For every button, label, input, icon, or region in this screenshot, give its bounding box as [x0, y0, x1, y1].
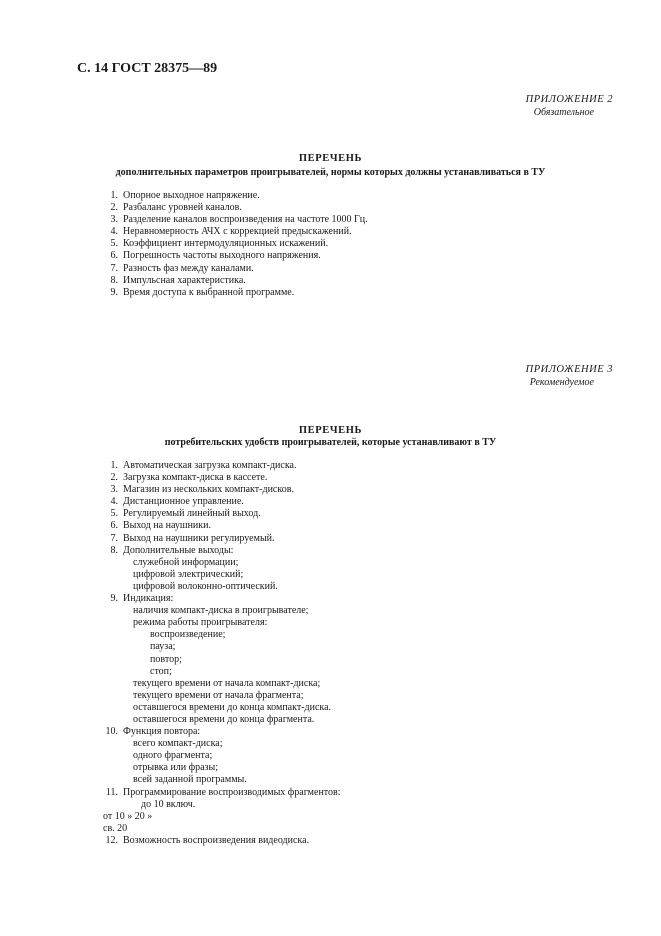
item-number: 7. — [110, 262, 118, 274]
item-text: до 10 включ. — [141, 798, 196, 810]
item-text: Выход на наушники. — [123, 520, 211, 532]
item-number: 1. — [110, 460, 118, 471]
item-text: Программирование воспроизводимых фрагментов: — [123, 786, 341, 798]
item-text: Разделение каналов воспроизведения на частоте 1000 Гц. — [123, 214, 368, 226]
appendix-3-title: ПЕРЕЧЕНЬ — [298, 425, 363, 436]
appendix-2-label: ПРИЛОЖЕНИЕ 2 — [525, 94, 613, 105]
item-text: текущего времени от начала фрагмента; — [133, 689, 304, 701]
item-text: от 10 » 20 » — [103, 810, 153, 822]
item-text: всего компакт-диска; — [133, 738, 223, 750]
item-number: 10. — [105, 726, 118, 738]
item-number: 4. — [110, 226, 118, 238]
item-text: текущего времени от начала компакт-диска; — [133, 677, 321, 689]
item-text: Выход на наушники регулируемый. — [123, 532, 275, 544]
item-text: Неравномерность АЧХ с коррекцией предыскажений. — [123, 226, 352, 238]
appendix-3-label: ПРИЛОЖЕНИЕ 3 — [525, 364, 613, 375]
item-text: оставшегося времени до конца фрагмента. — [133, 713, 315, 725]
item-text: Дистанционное управление. — [123, 496, 244, 508]
appendix-2-title: ПЕРЕЧЕНЬ — [298, 153, 363, 164]
item-number: 3. — [110, 214, 118, 226]
item-number: 1. — [110, 190, 118, 201]
item-text: Возможность воспроизведения видеодиска. — [123, 834, 310, 846]
item-text: Импульсная характеристика. — [123, 274, 246, 286]
item-text: всей заданной программы. — [133, 774, 247, 786]
item-text: Время доступа к выбранной программе. — [123, 286, 295, 298]
item-number: 5. — [110, 238, 118, 250]
item-text: цифровой электрический; — [133, 568, 244, 580]
item-text: воспроизведение; — [150, 629, 226, 641]
item-text: Погрешность частоты выходного напряжения. — [123, 250, 321, 262]
page-header: С. 14 ГОСТ 28375—89 — [77, 61, 218, 76]
item-number: 6. — [110, 520, 118, 532]
item-text: Разбаланс уровней каналов. — [123, 202, 242, 214]
item-number: 7. — [110, 532, 118, 544]
item-text: пауза; — [150, 641, 176, 653]
item-text: Разность фаз между каналами. — [123, 262, 254, 274]
item-text: оставшегося времени до конца компакт-диска. — [133, 701, 332, 713]
item-text: Загрузка компакт-диска в кассете. — [123, 472, 268, 484]
item-text: св. 20 — [103, 822, 128, 834]
item-text: наличия компакт-диска в проигрывателе; — [133, 605, 309, 617]
item-number: 5. — [110, 508, 118, 520]
item-text: одного фрагмента; — [133, 750, 213, 762]
item-text: Дополнительные выходы: — [123, 544, 234, 556]
appendix-2-subtitle: дополнительных параметров проигрывателей, нормы которых должны устанавливаться в ТУ — [115, 167, 546, 178]
item-text: Опорное выходное напряжение. — [123, 190, 260, 201]
appendix-3-subtitle: потребительских удобств проигрывателей, которые устанавливают в ТУ — [164, 437, 497, 448]
item-text: отрывка или фразы; — [133, 762, 219, 774]
item-number: 3. — [110, 484, 118, 496]
item-number: 8. — [110, 544, 118, 556]
item-number: 6. — [110, 250, 118, 262]
item-text: Регулируемый линейный выход. — [123, 508, 261, 520]
appendix-3-status: Рекомендуемое — [529, 377, 594, 388]
item-number: 4. — [110, 496, 118, 508]
item-text: Автоматическая загрузка компакт-диска. — [123, 460, 297, 471]
item-text: повтор; — [150, 653, 182, 665]
item-text: Индикация: — [123, 593, 174, 605]
item-number: 9. — [110, 286, 118, 298]
item-text: режима работы проигрывателя: — [133, 617, 268, 629]
appendix-2-status: Обязательное — [533, 107, 594, 118]
item-text: цифровой волоконно-оптический. — [133, 580, 278, 592]
item-number: 2. — [110, 472, 118, 484]
item-text: Магазин из нескольких компакт-дисков. — [123, 484, 294, 496]
item-number: 11. — [105, 786, 118, 798]
item-number: 9. — [110, 593, 118, 605]
item-text: Коэффициент интермодуляционных искажений. — [123, 238, 329, 250]
item-text: Функция повтора: — [123, 726, 201, 738]
item-number: 8. — [110, 274, 118, 286]
item-number: 12. — [105, 834, 118, 846]
item-text: служебной информации; — [133, 556, 239, 568]
item-text: стоп; — [150, 665, 172, 677]
item-number: 2. — [110, 202, 118, 214]
